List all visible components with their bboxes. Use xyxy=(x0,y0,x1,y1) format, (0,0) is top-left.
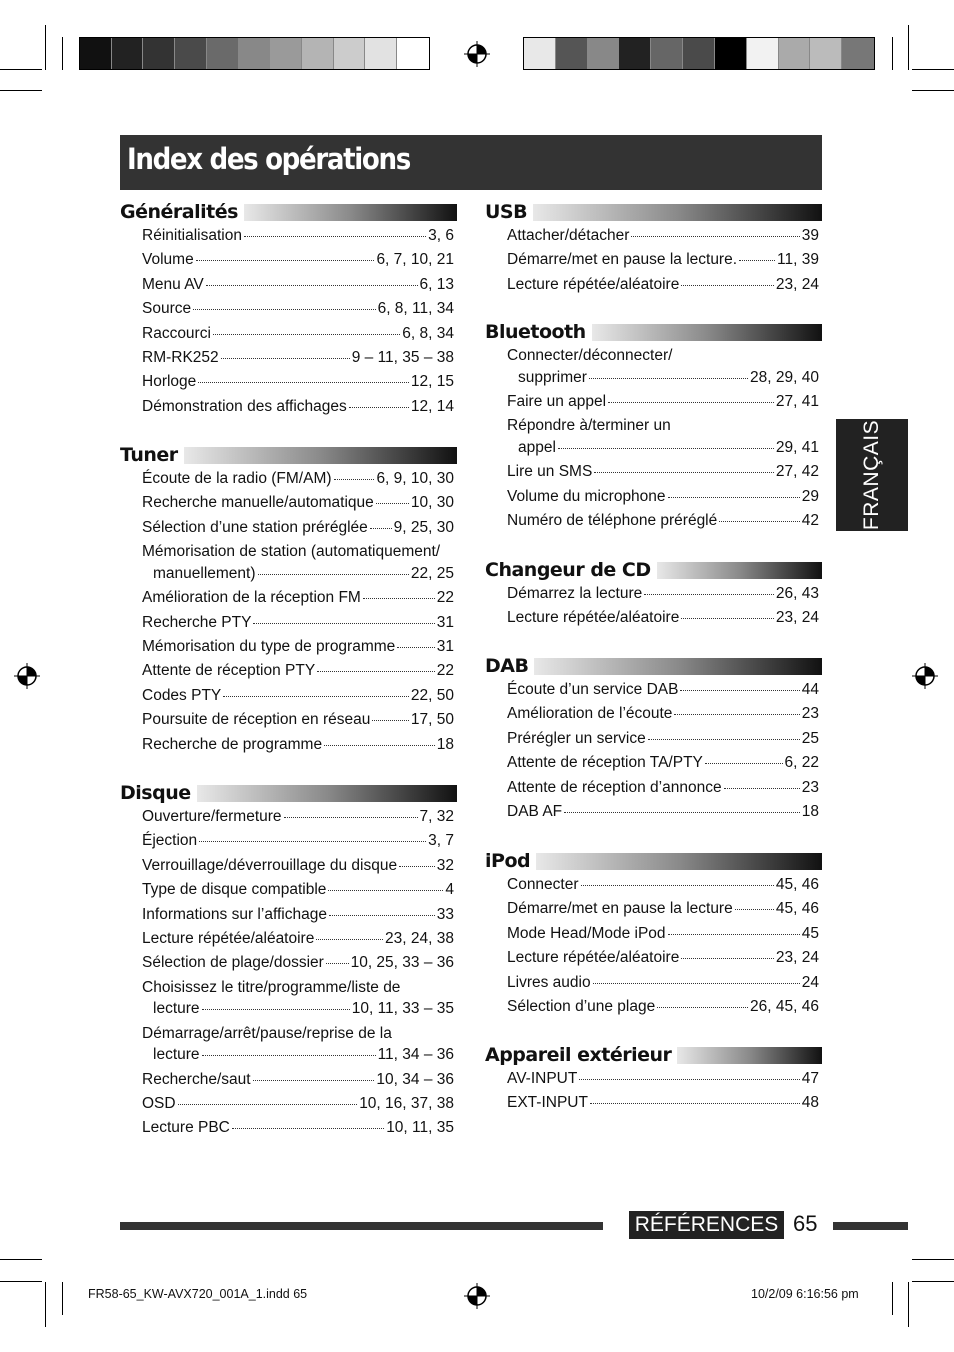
index-entry xyxy=(142,906,454,926)
dot-leader xyxy=(253,623,434,624)
dot-leader xyxy=(258,574,409,575)
index-entry-pages: 32 xyxy=(436,856,454,874)
color-swatch xyxy=(143,38,175,69)
section-gradient-bar xyxy=(533,204,822,221)
dot-leader xyxy=(579,1079,799,1080)
index-entry xyxy=(507,1070,819,1090)
section-gradient-bar xyxy=(197,785,457,802)
dot-leader xyxy=(631,236,799,237)
index-entry xyxy=(507,251,819,271)
section-gradient-bar xyxy=(536,853,822,870)
index-entry-pages: 9, 25, 30 xyxy=(393,518,454,536)
footer-rule-left xyxy=(120,1222,603,1230)
index-entry xyxy=(142,1071,454,1091)
index-entry xyxy=(142,954,454,974)
section-gradient-bar xyxy=(184,447,457,464)
index-entry xyxy=(507,974,819,994)
index-entry-label: Démarre/met en pause la lecture. xyxy=(507,251,738,269)
index-entry-label: Poursuite de réception en réseau xyxy=(142,711,371,729)
title-banner xyxy=(120,135,822,190)
index-entry xyxy=(142,711,454,731)
dot-leader xyxy=(317,671,435,672)
page-number: 65 xyxy=(793,1211,818,1236)
index-entry-pages: 22, 50 xyxy=(410,686,454,704)
color-swatch xyxy=(779,38,811,69)
index-entry-pages: 10, 16, 37, 38 xyxy=(359,1095,454,1112)
index-entry-label: OSD xyxy=(142,1095,176,1112)
color-swatch xyxy=(302,38,334,69)
dot-leader xyxy=(608,402,774,403)
section-header xyxy=(120,444,457,466)
index-entry-pages: 7, 32 xyxy=(419,808,454,825)
index-entry-label: Lecture répétée/aléatoire xyxy=(142,930,315,947)
section-header xyxy=(120,782,457,804)
color-swatch xyxy=(524,38,556,69)
index-entry-pages: 18 xyxy=(436,735,454,753)
dot-leader xyxy=(178,1104,358,1105)
color-swatch xyxy=(556,38,588,69)
index-entry-pages: 11, 34 – 36 xyxy=(377,1046,454,1064)
index-entry xyxy=(142,519,454,539)
index-entry-label: Volume xyxy=(142,251,194,269)
color-swatch xyxy=(175,38,207,69)
index-entry-label: DAB AF xyxy=(507,803,563,820)
section-gradient-bar xyxy=(244,204,457,221)
index-entry-label: Numéro de téléphone préréglé xyxy=(507,512,718,529)
dot-leader xyxy=(198,382,409,383)
index-entry-pages: 23, 24, 38 xyxy=(385,930,454,947)
index-entry-label: Attente de réception TA/PTY xyxy=(507,754,703,772)
index-entry-pages: 29 xyxy=(801,487,819,505)
index-entry-label: lecture xyxy=(153,1000,200,1018)
index-entry-label: Attacher/détacher xyxy=(507,227,630,244)
index-entry-pages: 48 xyxy=(801,1094,819,1112)
index-entry-label: manuellement) xyxy=(153,564,256,582)
index-entry-pages: 45, 46 xyxy=(775,876,819,893)
section-gradient-bar xyxy=(534,658,822,675)
index-entry-pages: 39 xyxy=(801,227,819,244)
index-entry-label: Lecture répétée/aléatoire xyxy=(507,609,680,627)
index-entry xyxy=(142,373,454,393)
section-title: Changeur de CD xyxy=(485,559,651,581)
index-entry xyxy=(507,876,819,896)
section-header xyxy=(120,201,457,223)
color-swatch xyxy=(397,38,429,69)
index-entry-label: Recherche/saut xyxy=(142,1070,251,1088)
timestamp: 10/2/09 6:16:56 pm xyxy=(751,1287,859,1301)
footer-rule-right xyxy=(833,1222,908,1230)
dot-leader xyxy=(221,358,350,359)
index-entry xyxy=(507,488,819,508)
index-entry-label: Démarre/met en pause la lecture xyxy=(507,900,733,918)
dot-leader xyxy=(334,479,375,480)
index-entry xyxy=(142,589,454,609)
color-swatch xyxy=(842,38,874,69)
index-entry-pages: 10, 25, 33 – 36 xyxy=(350,954,454,972)
index-entry xyxy=(153,1046,454,1066)
index-entry-pages: 22, 25 xyxy=(410,564,454,582)
index-entry xyxy=(507,681,819,701)
index-entry xyxy=(507,1094,819,1114)
dot-leader xyxy=(644,594,774,595)
color-swatch xyxy=(715,38,747,69)
section-header xyxy=(485,850,822,872)
section-title: iPod xyxy=(485,850,531,872)
color-swatch xyxy=(747,38,779,69)
index-entry-label: Attente de réception PTY xyxy=(142,662,316,680)
index-entry-label: Lire un SMS xyxy=(507,463,593,481)
index-entry-pages: 23 xyxy=(801,778,819,796)
index-entry-label: Écoute d’un service DAB xyxy=(507,681,679,698)
color-swatch xyxy=(207,38,239,69)
index-entry-pages: 9 – 11, 35 – 38 xyxy=(351,349,454,366)
index-entry xyxy=(142,494,454,514)
section-header xyxy=(485,655,822,677)
index-entry-label: Amélioration de la réception FM xyxy=(142,589,361,607)
index-entry-label: Sélection d’une plage xyxy=(507,998,656,1015)
index-entry-pages: 18 xyxy=(801,803,819,820)
index-entry-label: Sélection de plage/dossier xyxy=(142,954,324,972)
index-entry-pages: 10, 11, 33 – 35 xyxy=(351,1000,454,1018)
index-entry-pages: 4 xyxy=(445,881,454,899)
index-entry xyxy=(142,662,454,682)
index-entry-label: RM-RK252 xyxy=(142,349,219,366)
index-entry-label: lecture xyxy=(153,1046,200,1064)
color-bar-left xyxy=(79,37,430,70)
index-entry-label: Démarrage/arrêt/pause/reprise de la xyxy=(142,1024,392,1042)
index-entry xyxy=(507,803,819,823)
index-entry xyxy=(507,779,819,799)
dot-leader xyxy=(590,1103,800,1104)
section-title: Généralités xyxy=(120,201,238,223)
color-swatch xyxy=(270,38,302,69)
index-entry xyxy=(507,276,819,296)
index-entry xyxy=(142,881,454,901)
section-label xyxy=(629,1211,784,1239)
index-entry-pages: 6, 13 xyxy=(419,275,454,293)
index-entry-label: Choisissez le titre/programme/liste de xyxy=(142,978,401,996)
index-entry xyxy=(142,470,454,490)
index-entry xyxy=(142,276,454,296)
index-entry-pages: 17, 50 xyxy=(410,711,454,729)
index-entry-pages: 10, 11, 35 xyxy=(386,1119,454,1137)
index-entry-pages: 47 xyxy=(801,1070,819,1087)
index-entry-pages: 6, 22 xyxy=(784,754,819,772)
index-entry xyxy=(507,998,819,1018)
dot-leader xyxy=(329,915,435,916)
index-entry xyxy=(142,638,454,658)
index-entry-label: supprimer xyxy=(518,368,587,386)
index-entry xyxy=(142,687,454,707)
index-entry-label: Volume du microphone xyxy=(507,487,666,505)
index-entry-label: Amélioration de l’écoute xyxy=(507,705,673,723)
dot-leader xyxy=(316,939,383,940)
color-swatch xyxy=(239,38,271,69)
index-entry xyxy=(507,925,819,945)
dot-leader xyxy=(648,739,800,740)
color-swatch xyxy=(365,38,397,69)
index-entry xyxy=(142,325,454,345)
index-entry-label: Faire un appel xyxy=(507,392,607,410)
section-title: Appareil extérieur xyxy=(485,1044,672,1066)
index-entry-pages: 6, 7, 10, 21 xyxy=(376,251,454,269)
index-entry-pages: 28, 29, 40 xyxy=(750,368,819,386)
index-entry-label: Source xyxy=(142,300,192,318)
index-entry-label: Démonstration des affichages xyxy=(142,397,347,415)
index-entry-label: Écoute de la radio (FM/AM) xyxy=(142,470,332,487)
index-entry-label: Recherche de programme xyxy=(142,735,323,753)
dot-leader xyxy=(349,407,409,408)
section-header xyxy=(485,1044,822,1066)
dot-leader xyxy=(705,763,783,764)
dot-leader xyxy=(202,1009,350,1010)
index-entry-label: Démarrez la lecture xyxy=(507,585,643,602)
index-entry xyxy=(153,1000,454,1020)
dot-leader xyxy=(681,958,774,959)
color-swatch xyxy=(683,38,715,69)
section-gradient-bar xyxy=(592,324,822,341)
dot-leader xyxy=(674,714,799,715)
dot-leader xyxy=(719,521,800,522)
dot-leader xyxy=(253,1080,375,1081)
index-entry-pages: 33 xyxy=(436,905,454,923)
index-entry-label: Ouverture/fermeture xyxy=(142,808,282,825)
index-entry-label: AV-INPUT xyxy=(507,1070,578,1087)
page-title: Index des opérations xyxy=(127,142,410,176)
dot-leader xyxy=(681,285,774,286)
index-entry-pages: 27, 41 xyxy=(775,392,819,410)
section-title: Tuner xyxy=(120,444,178,466)
language-tab xyxy=(836,419,908,531)
index-entry-label: Mémorisation du type de programme xyxy=(142,637,396,655)
language-tab-label: FRANÇAIS xyxy=(860,419,883,531)
index-entry-pages: 12, 15 xyxy=(410,373,454,391)
index-entry xyxy=(507,512,819,532)
index-entry-pages: 3, 6 xyxy=(428,227,454,244)
dot-leader xyxy=(324,745,435,746)
dot-leader xyxy=(244,236,426,237)
dot-leader xyxy=(558,448,774,449)
index-entry-pages: 22 xyxy=(436,662,454,680)
index-entry-pages: 27, 42 xyxy=(775,463,819,481)
index-entry xyxy=(507,705,819,725)
index-entry-pages: 3, 7 xyxy=(428,832,454,850)
registration-mark-icon xyxy=(464,1283,490,1309)
index-entry-pages: 10, 34 – 36 xyxy=(376,1070,454,1088)
section-header xyxy=(485,559,822,581)
index-entry-pages: 29, 41 xyxy=(775,438,819,456)
dot-leader xyxy=(206,285,418,286)
index-entry xyxy=(142,300,454,320)
index-entry-label: Horloge xyxy=(142,373,197,391)
index-entry xyxy=(142,832,454,852)
dot-leader xyxy=(202,1055,376,1056)
color-swatch xyxy=(334,38,366,69)
index-entry-label: Sélection d’une station préréglée xyxy=(142,518,368,536)
index-entry-pages: 10, 30 xyxy=(410,494,454,512)
index-entry xyxy=(142,857,454,877)
dot-leader xyxy=(193,309,375,310)
color-swatch xyxy=(810,38,842,69)
dot-leader xyxy=(657,1007,748,1008)
section-title: USB xyxy=(485,201,528,223)
index-entry-label: Codes PTY xyxy=(142,686,222,704)
index-entry-pages: 6, 9, 10, 30 xyxy=(376,470,454,487)
index-entry-label: Type de disque compatible xyxy=(142,881,327,899)
index-entry-label: Mémorisation de station (automatiquement/ xyxy=(142,543,441,561)
registration-mark-icon xyxy=(912,663,938,689)
index-entry xyxy=(142,251,454,271)
index-entry-label: Réinitialisation xyxy=(142,227,242,244)
index-entry-pages: 22 xyxy=(436,589,454,607)
dot-leader xyxy=(223,696,409,697)
color-swatch xyxy=(619,38,651,69)
section-gradient-bar xyxy=(657,562,822,579)
index-entry-pages: 31 xyxy=(436,613,454,631)
index-entry-pages: 6, 8, 34 xyxy=(402,324,454,342)
index-entry xyxy=(518,369,819,389)
index-entry-label: Recherche PTY xyxy=(142,613,252,631)
index-entry-pages: 42 xyxy=(801,512,819,529)
index-entry xyxy=(142,227,454,247)
index-entry-pages: 26, 45, 46 xyxy=(750,998,819,1015)
dot-leader xyxy=(370,528,392,529)
color-swatch xyxy=(112,38,144,69)
index-entry xyxy=(142,1095,454,1115)
dot-leader xyxy=(593,983,800,984)
index-entry xyxy=(507,585,819,605)
index-entry xyxy=(507,900,819,920)
section-title: DAB xyxy=(485,655,529,677)
index-entry xyxy=(142,808,454,828)
index-entry-label: appel xyxy=(518,438,556,456)
index-entry-pages: 23, 24 xyxy=(775,275,819,293)
index-entry-label: Livres audio xyxy=(507,973,591,991)
index-entry-pages: 31 xyxy=(436,637,454,655)
index-entry-pages: 45 xyxy=(801,924,819,942)
index-entry-label: EXT-INPUT xyxy=(507,1094,588,1112)
index-entry-label: Verrouillage/déverrouillage du disque xyxy=(142,856,398,874)
index-entry xyxy=(142,1119,454,1139)
index-entry-pages: 25 xyxy=(801,729,819,747)
index-entry-pages: 26, 43 xyxy=(775,585,819,602)
dot-leader xyxy=(399,866,435,867)
dot-leader xyxy=(668,934,800,935)
index-entry-label: Lecture répétée/aléatoire xyxy=(507,275,680,293)
color-swatch xyxy=(588,38,620,69)
index-entry-label: Répondre à/terminer un xyxy=(507,417,671,435)
index-entry xyxy=(142,614,454,634)
index-entry-label: Menu AV xyxy=(142,275,204,293)
section-header xyxy=(485,201,822,223)
index-entry-pages: 44 xyxy=(801,681,819,698)
index-entry xyxy=(518,439,819,459)
registration-mark-icon xyxy=(464,41,490,67)
index-entry xyxy=(507,463,819,483)
index-entry-label: Raccourci xyxy=(142,324,211,342)
dot-leader xyxy=(199,841,426,842)
dot-leader xyxy=(594,472,774,473)
dot-leader xyxy=(668,497,800,498)
dot-leader xyxy=(735,909,774,910)
color-swatch xyxy=(651,38,683,69)
index-entry-label: Connecter xyxy=(507,876,579,893)
index-entry xyxy=(507,609,819,629)
dot-leader xyxy=(724,788,800,789)
index-entry-pages: 23, 24 xyxy=(775,609,819,627)
index-entry xyxy=(142,398,454,418)
index-entry xyxy=(507,730,819,750)
dot-leader xyxy=(213,334,400,335)
index-entry-label: Éjection xyxy=(142,832,198,850)
dot-leader xyxy=(232,1128,384,1129)
index-entry xyxy=(507,754,819,774)
dot-leader xyxy=(376,503,409,504)
file-slug: FR58-65_KW-AVX720_001A_1.indd 65 xyxy=(88,1287,308,1301)
index-entry-label: Recherche manuelle/automatique xyxy=(142,494,374,512)
dot-leader xyxy=(680,690,799,691)
dot-leader xyxy=(372,720,409,721)
dot-leader xyxy=(581,885,774,886)
dot-leader xyxy=(284,817,418,818)
index-entry-label: Prérégler un service xyxy=(507,729,646,747)
index-entry xyxy=(507,227,819,247)
dot-leader xyxy=(589,378,748,379)
index-entry-pages: 12, 14 xyxy=(410,397,454,415)
dot-leader xyxy=(564,812,800,813)
dot-leader xyxy=(681,618,774,619)
index-entry-pages: 24 xyxy=(801,973,819,991)
index-entry xyxy=(142,349,454,369)
dot-leader xyxy=(739,260,775,261)
section-gradient-bar xyxy=(677,1047,822,1064)
index-entry-pages: 23 xyxy=(801,705,819,723)
color-bar-right xyxy=(523,37,875,70)
section-title: Bluetooth xyxy=(485,321,586,343)
index-entry-label: Informations sur l’affichage xyxy=(142,905,327,923)
registration-mark-icon xyxy=(14,663,40,689)
index-entry-pages: 23, 24 xyxy=(775,949,819,967)
section-header xyxy=(485,321,822,343)
index-entry xyxy=(507,393,819,413)
dot-leader xyxy=(328,890,443,891)
index-entry xyxy=(153,565,454,585)
index-entry-label: Connecter/déconnecter/ xyxy=(507,347,673,364)
dot-leader xyxy=(363,598,435,599)
dot-leader xyxy=(196,260,375,261)
index-entry-pages: 11, 39 xyxy=(777,251,819,269)
index-entry-label: Lecture PBC xyxy=(142,1119,230,1137)
dot-leader xyxy=(326,963,349,964)
color-swatch xyxy=(80,38,112,69)
index-entry xyxy=(142,930,454,950)
dot-leader xyxy=(397,647,434,648)
index-entry xyxy=(142,736,454,756)
index-entry-pages: 6, 8, 11, 34 xyxy=(377,300,454,318)
index-entry-label: Lecture répétée/aléatoire xyxy=(507,949,680,967)
section-title: Disque xyxy=(120,782,191,804)
index-entry-pages: 45, 46 xyxy=(775,900,819,918)
section-label-text: RÉFÉRENCES xyxy=(634,1213,779,1236)
index-entry-label: Attente de réception d’annonce xyxy=(507,778,722,796)
index-entry xyxy=(507,949,819,969)
index-entry-label: Mode Head/Mode iPod xyxy=(507,924,666,942)
